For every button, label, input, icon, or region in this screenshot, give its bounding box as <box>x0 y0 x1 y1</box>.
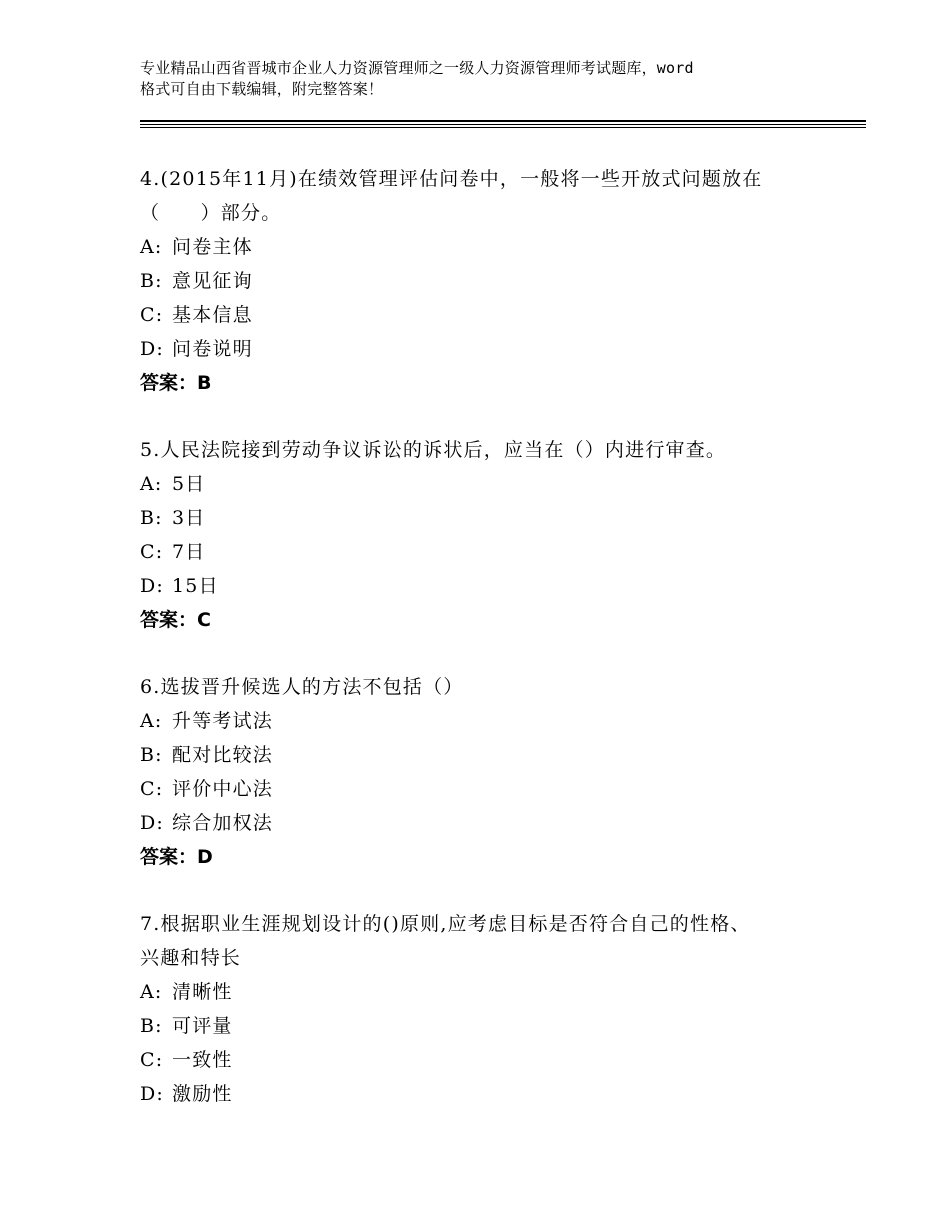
option-text: 可评量 <box>172 1015 233 1037</box>
option-key: C: <box>140 304 164 326</box>
header-line-1: 专业精品山西省晋城市企业人力资源管理师之一级人力资源管理师考试题库，word <box>140 59 694 77</box>
option-b <box>140 501 830 535</box>
option-text: 清晰性 <box>172 981 233 1003</box>
option-b <box>140 738 830 772</box>
question-stem: （ ）部分。 <box>140 202 282 224</box>
option-text: 3日 <box>172 507 206 529</box>
option-c <box>140 535 830 569</box>
option-a <box>140 704 830 738</box>
option-b <box>140 264 830 298</box>
question-7 <box>140 907 830 1111</box>
answer-line: 答案：B <box>140 372 212 394</box>
option-text: 评价中心法 <box>172 778 274 800</box>
option-key: B: <box>140 270 163 292</box>
option-d <box>140 806 830 840</box>
option-a <box>140 975 830 1009</box>
option-text: 问卷说明 <box>172 338 253 360</box>
option-c <box>140 1043 830 1077</box>
option-text: 升等考试法 <box>172 710 274 732</box>
question-stem: 5.人民法院接到劳动争议诉讼的诉状后，应当在（）内进行审查。 <box>140 439 727 461</box>
question-stem: 4.(2015年11月)在绩效管理评估问卷中，一般将一些开放式问题放在 <box>140 168 763 190</box>
option-b <box>140 1009 830 1043</box>
option-text: 意见征询 <box>172 270 253 292</box>
question-list <box>140 162 830 1144</box>
option-text: 综合加权法 <box>172 812 274 834</box>
option-d <box>140 1077 830 1111</box>
option-key: A: <box>140 236 163 258</box>
option-text: 15日 <box>172 575 219 597</box>
answer-line: 答案：C <box>140 609 211 631</box>
option-c <box>140 298 830 332</box>
question-stem: 6.选拔晋升候选人的方法不包括（） <box>140 676 464 698</box>
option-text: 一致性 <box>172 1049 233 1071</box>
option-a <box>140 230 830 264</box>
answer-line: 答案：D <box>140 846 213 868</box>
option-key: C: <box>140 1049 164 1071</box>
question-5 <box>140 433 830 637</box>
option-key: D: <box>140 1083 165 1105</box>
option-key: D: <box>140 575 165 597</box>
option-key: A: <box>140 981 163 1003</box>
option-d <box>140 332 830 366</box>
option-key: D: <box>140 812 165 834</box>
option-a <box>140 467 830 501</box>
option-key: A: <box>140 473 163 495</box>
question-4 <box>140 162 830 400</box>
option-c <box>140 772 830 806</box>
option-text: 7日 <box>172 541 206 563</box>
header-rule-thick <box>140 120 866 122</box>
option-text: 激励性 <box>172 1083 233 1105</box>
option-text: 配对比较法 <box>172 744 274 766</box>
option-key: C: <box>140 541 164 563</box>
option-key: B: <box>140 507 163 529</box>
header-rule-thin <box>140 127 866 128</box>
question-6 <box>140 670 830 874</box>
document-header <box>140 58 830 100</box>
question-stem: 兴趣和特长 <box>140 947 242 969</box>
option-d <box>140 569 830 603</box>
question-stem: 7.根据职业生涯规划设计的()原则,应考虑目标是否符合自己的性格、 <box>140 913 751 935</box>
option-text: 基本信息 <box>172 304 253 326</box>
header-line-2: 格式可自由下载编辑，附完整答案！ <box>140 80 384 98</box>
option-text: 问卷主体 <box>172 236 253 258</box>
option-key: A: <box>140 710 163 732</box>
option-key: B: <box>140 1015 163 1037</box>
option-text: 5日 <box>172 473 206 495</box>
option-key: C: <box>140 778 164 800</box>
option-key: D: <box>140 338 165 360</box>
option-key: B: <box>140 744 163 766</box>
header-rule-thin <box>140 124 866 125</box>
